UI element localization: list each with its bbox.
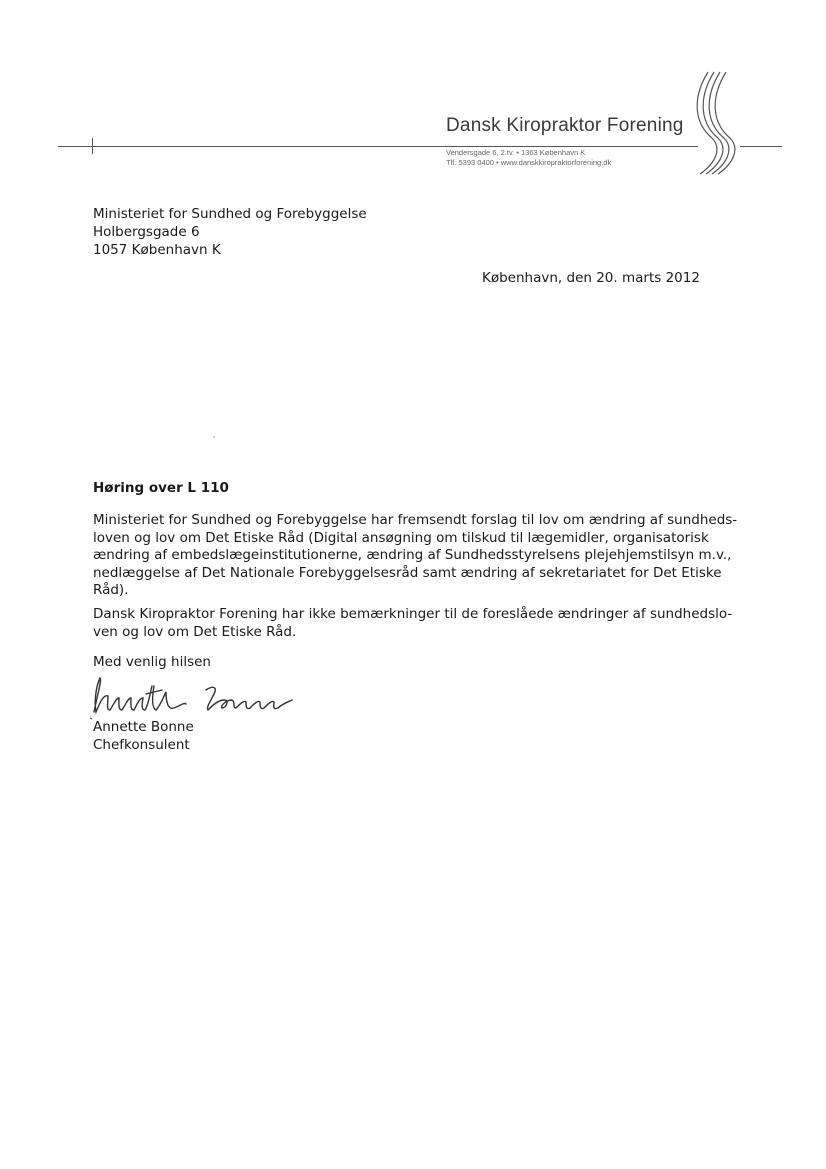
letterhead-rule-right [740, 146, 782, 147]
recipient-name: Ministeriet for Sundhed og Forebyggelse [93, 206, 367, 222]
letterhead-rule-left [58, 146, 698, 147]
letterhead [0, 0, 826, 190]
organization-contact: Tlf. 5393 0400 • www.danskkiropraktorforening.dk [446, 158, 612, 167]
signer-title: Chefkonsulent [93, 736, 190, 753]
letterhead-rule-tick [92, 138, 93, 154]
paragraph-line: ændring af embedslægeinstitutionerne, ændring af Sundhedsstyrelsens plejehjemstilsyn m.v., [93, 547, 732, 563]
paragraph-line: loven og lov om Det Etiske Råd (Digital ansøgning om tilskud til lægemidler, organisatorisk [93, 529, 709, 546]
handwritten-signature-icon [86, 672, 306, 722]
body-paragraph-1 [93, 512, 738, 600]
paragraph-line: Dansk Kiropraktor Forening har ikke bemærkninger til de foreslåede ændringer af sundhedslo- [93, 606, 733, 622]
scan-speck [213, 436, 215, 438]
recipient-address [93, 205, 367, 259]
letter-subject: Høring over L 110 [93, 480, 229, 496]
paragraph-line: ven og lov om Det Etiske Råd. [93, 623, 297, 640]
body-paragraph-2 [93, 606, 733, 641]
signer-block [93, 719, 194, 754]
paragraph-line: Ministeriet for Sundhed og Forebyggelse har fremsendt forslag til lov om ændring af sundheds- [93, 512, 738, 528]
paragraph-line: nedlæggelse af Det Nationale Forebyggelsesråd samt ændring af sekretariatet for Det Etiske [93, 564, 722, 581]
recipient-city: 1057 København K [93, 242, 221, 258]
swirl-logo-icon [686, 68, 738, 178]
organization-name: Dansk Kiropraktor Forening [446, 115, 684, 136]
organization-address: Vendersgade 6, 2.tv. • 1363 København K [446, 148, 586, 157]
letter-date: København, den 20. marts 2012 [482, 270, 700, 286]
recipient-street: Holbergsgade 6 [93, 224, 200, 240]
signer-name: Annette Bonne [93, 719, 194, 735]
closing-salutation: Med venlig hilsen [93, 654, 211, 670]
paragraph-line: Råd). [93, 582, 129, 598]
